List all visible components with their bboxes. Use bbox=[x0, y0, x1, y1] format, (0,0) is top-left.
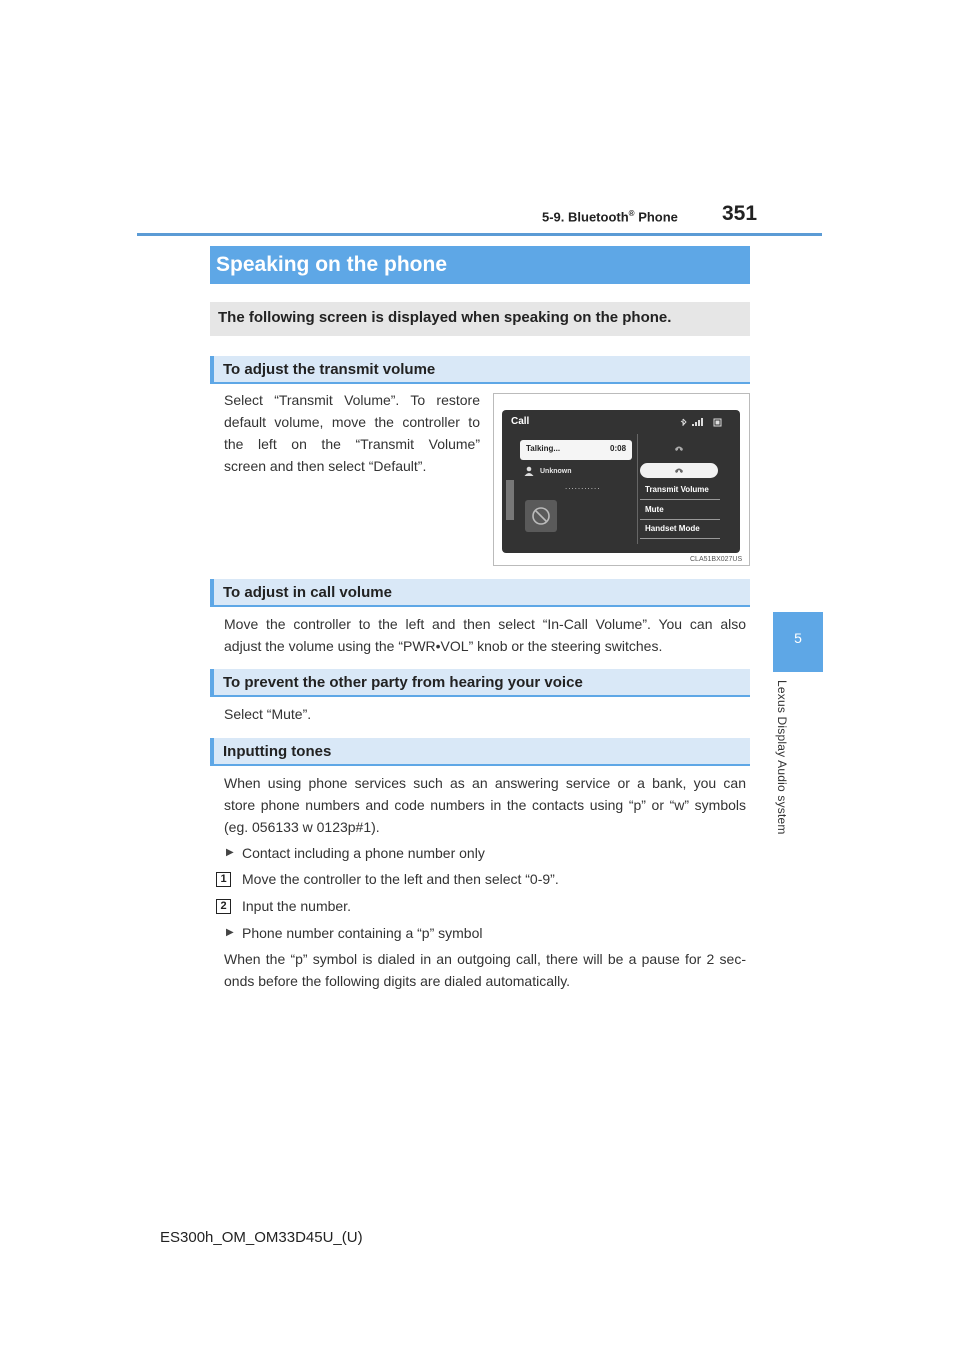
transmit-line-1: Select “Transmit Volume”. To restore bbox=[224, 392, 480, 408]
heading-inputting-tones bbox=[210, 738, 750, 766]
signal-icon bbox=[692, 418, 703, 426]
mute-text: Select “Mute”. bbox=[224, 706, 312, 722]
bluetooth-icon bbox=[681, 419, 686, 426]
section-title: 5-9. Bluetooth bbox=[542, 209, 629, 225]
screen-divider bbox=[637, 434, 638, 544]
heading-in-call-volume bbox=[210, 579, 750, 607]
section-title-suffix: Phone bbox=[634, 209, 678, 225]
screen-title: Call bbox=[511, 416, 530, 427]
note-line-2: onds before the following digits are dialed automatically. bbox=[224, 973, 571, 989]
incall-line-2: adjust the volume using the “PWR•VOL” knob or the steering switches. bbox=[224, 638, 663, 654]
caller-name: Unknown bbox=[540, 468, 572, 475]
incall-line-1: Move the controller to the left and then select “In-Call Volume”. You can also bbox=[224, 616, 746, 632]
step-number-1: 1 bbox=[216, 872, 231, 887]
in-call-volume-paragraph bbox=[224, 613, 746, 657]
end-call-button bbox=[640, 463, 718, 478]
bullet-p-symbol: Phone number containing a “p” symbol bbox=[242, 925, 483, 941]
end-call-icon bbox=[674, 467, 684, 474]
registered-mark: ® bbox=[628, 209, 635, 218]
p-symbol-note bbox=[224, 948, 746, 992]
prohibit-button bbox=[525, 500, 557, 532]
step-1-text: Move the controller to the left and then select “0-9”. bbox=[242, 871, 559, 887]
heading-transmit-volume bbox=[210, 356, 750, 384]
page-number: 351 bbox=[722, 202, 758, 225]
status-indicators bbox=[680, 418, 730, 427]
menu-handset-mode-label: Handset Mode bbox=[645, 524, 700, 533]
dial-dots: ........... bbox=[565, 482, 601, 491]
section-header bbox=[542, 209, 678, 224]
battery-icon bbox=[714, 419, 721, 426]
triangle-bullet-icon: ▶ bbox=[226, 847, 234, 858]
tones-paragraph bbox=[224, 772, 746, 838]
chapter-number: 5 bbox=[794, 630, 802, 646]
menu-transmit-volume-label: Transmit Volume bbox=[645, 485, 709, 494]
intro-box bbox=[210, 302, 750, 336]
transmit-line-2: default volume, move the controller to bbox=[224, 414, 480, 430]
menu-mute-label: Mute bbox=[645, 505, 664, 514]
call-screen bbox=[502, 410, 740, 553]
heading-mute bbox=[210, 669, 750, 697]
prohibit-icon bbox=[531, 506, 551, 526]
step-number-2: 2 bbox=[216, 899, 231, 914]
intro-text: The following screen is displayed when speaking on the phone. bbox=[218, 309, 672, 326]
tones-line-1: When using phone services such as an answering service or a bank, you can bbox=[224, 775, 746, 791]
document-code: ES300h_OM_OM33D45U_(U) bbox=[160, 1229, 363, 1246]
side-scroll-tab bbox=[506, 480, 514, 520]
tones-line-3: (eg. 056133 w 0123p#1). bbox=[224, 819, 380, 835]
page-title: Speaking on the phone bbox=[216, 253, 448, 276]
page-title-bar bbox=[210, 246, 750, 284]
transmit-volume-paragraph bbox=[224, 389, 480, 477]
chapter-title bbox=[772, 672, 794, 872]
talking-status: Talking... bbox=[526, 444, 561, 453]
step-2-text: Input the number. bbox=[242, 898, 351, 914]
menu-transmit-volume bbox=[640, 482, 720, 500]
header-rule bbox=[137, 233, 822, 236]
tones-line-2: store phone numbers and code numbers in the contacts using “p” or “w” symbols bbox=[224, 797, 746, 813]
heading-in-call-volume-text: To adjust in call volume bbox=[223, 584, 392, 601]
contact-icon bbox=[524, 466, 534, 476]
triangle-bullet-icon-2: ▶ bbox=[226, 927, 234, 938]
bullet-contact-number-only: Contact including a phone number only bbox=[242, 845, 485, 861]
note-line-1: When the “p” symbol is dialed in an outgoing call, there will be a pause for 2 sec- bbox=[224, 951, 746, 967]
chapter-title-text: Lexus Display Audio system bbox=[775, 680, 789, 835]
menu-handset-mode bbox=[640, 521, 720, 539]
figure-code: CLA51BX027US bbox=[690, 556, 743, 563]
transmit-line-4: screen and then select “Default”. bbox=[224, 458, 427, 474]
heading-inputting-tones-text: Inputting tones bbox=[223, 743, 332, 760]
menu-mute bbox=[640, 502, 720, 520]
heading-transmit-volume-text: To adjust the transmit volume bbox=[223, 361, 436, 378]
transmit-line-3: the left on the “Transmit Volume” bbox=[224, 436, 480, 452]
call-timer: 0:08 bbox=[610, 444, 627, 453]
phone-icon bbox=[674, 444, 684, 452]
heading-mute-text: To prevent the other party from hearing your voice bbox=[223, 674, 583, 691]
